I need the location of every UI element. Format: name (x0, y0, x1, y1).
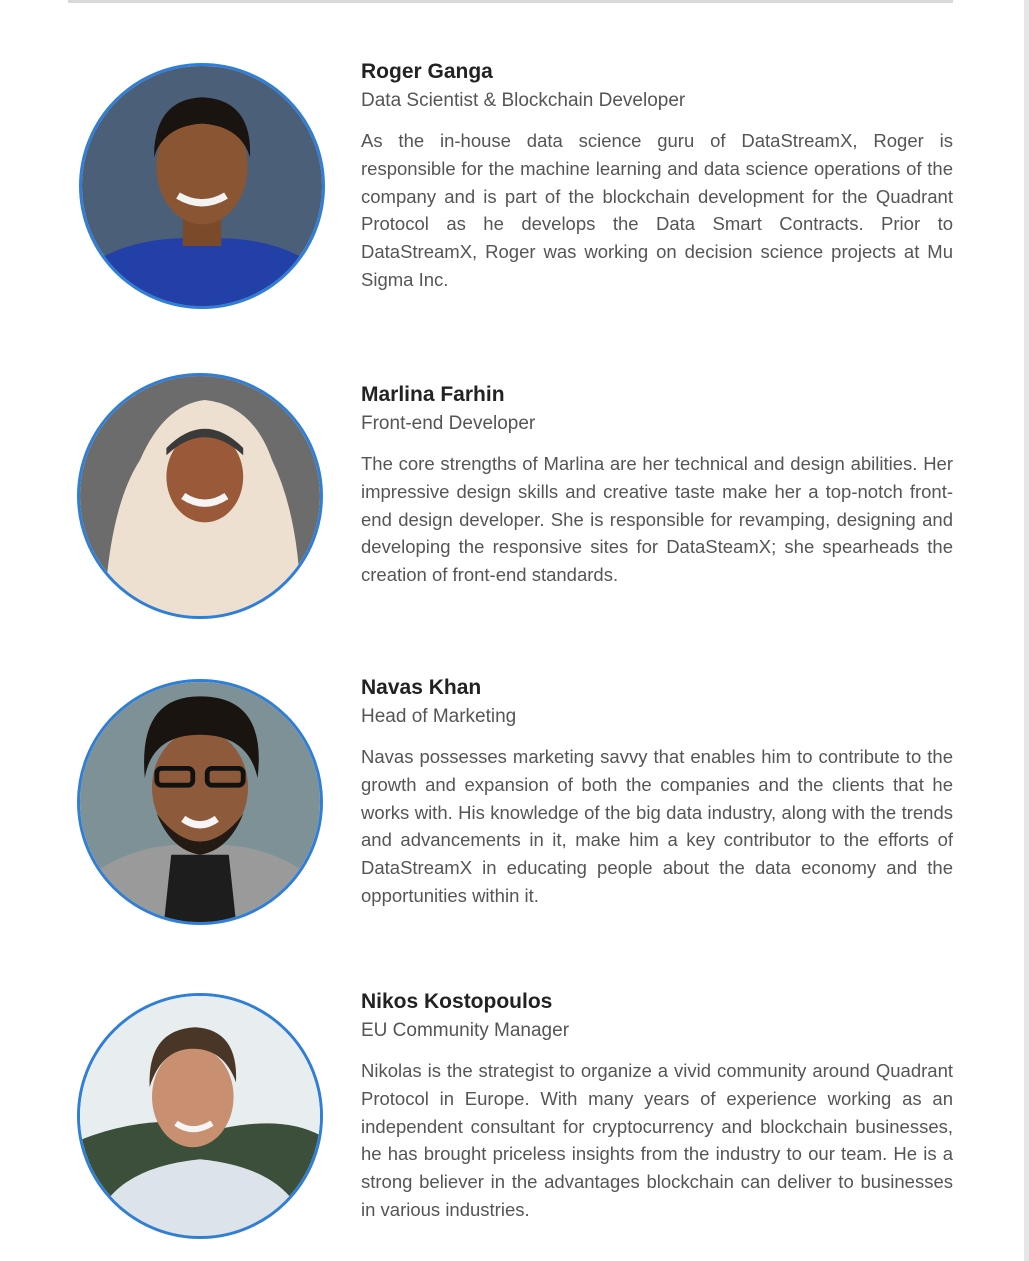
member-name: Marlina Farhin (361, 383, 505, 406)
member-bio: Nikolas is the strategist to organize a vivid community around Quadrant Protocol in Europe. With many years of experience working as an independent consultant for cryptocurrency and blockchain businesses, he has brought priceless insights from the industry to our team. He is a strong believer in the advantages blockchain can deliver to businesses in various industries. (361, 1060, 953, 1220)
member-name: Nikos Kostopoulos (361, 990, 553, 1013)
member-role: EU Community Manager (361, 1020, 570, 1041)
member-role: Data Scientist & Blockchain Developer (361, 90, 686, 111)
avatar-photo (79, 63, 325, 309)
member-role: Head of Marketing (361, 706, 517, 727)
member-name: Roger Ganga (361, 60, 493, 83)
member-role: Front-end Developer (361, 413, 536, 434)
avatar-photo (77, 373, 323, 619)
avatar-photo (77, 993, 323, 1239)
member-bio: Navas possesses marketing savvy that enables him to contribute to the growth and expansion of both the companies and the clients that he works with. His knowledge of the big data industry, along with the trends and advancements in it, make him a key contributor to the efforts of DataStreamX in educating people about the data economy and the opportunities within it. (361, 746, 953, 906)
member-name: Navas Khan (361, 676, 482, 699)
member-bio: As the in-house data science guru of DataStreamX, Roger is responsible for the machine learning and data science operations of the company and is part of the blockchain development for the Quadrant Protocol as he develops the Data Smart Contracts. Prior to DataStreamX, Roger was working on decision science projects at Mu Sigma Inc. (361, 130, 953, 290)
member-bio: The core strengths of Marlina are her technical and design abilities. Her impressive design skills and creative taste make her a top-notch front-end design developer. She is responsible for revamping, designing and developing the responsive sites for DataSteamX; she spearheads the creation of front-end standards. (361, 453, 953, 586)
scrollbar-track[interactable] (1024, 0, 1029, 1261)
avatar-photo (77, 679, 323, 925)
top-divider (68, 0, 953, 3)
